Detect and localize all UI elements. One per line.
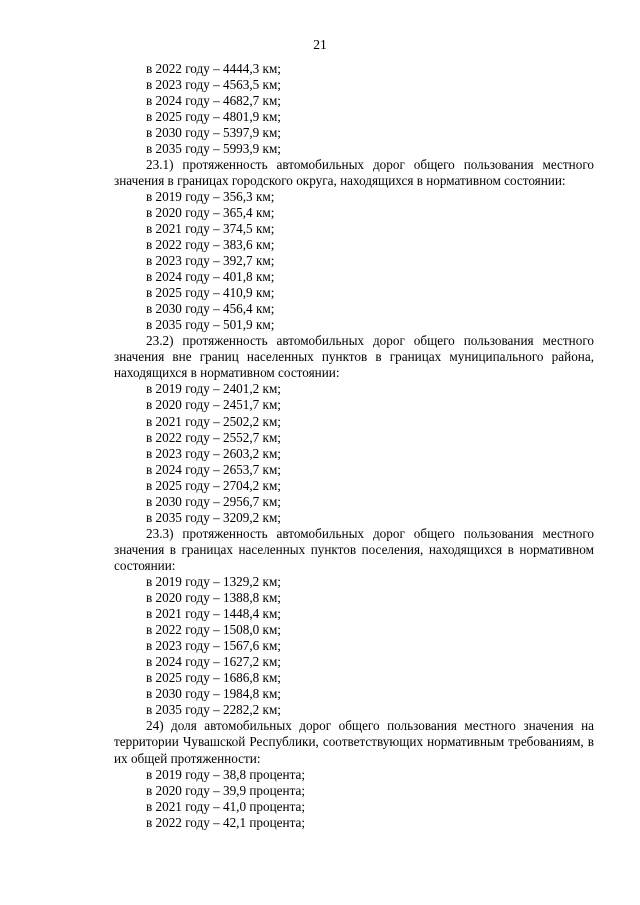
list-item: в 2023 году – 4563,5 км; xyxy=(146,76,281,92)
list-item: в 2022 году – 42,1 процента; xyxy=(146,814,306,830)
list-item: в 2020 году – 2451,7 км; xyxy=(146,397,281,413)
list-item: в 2024 году – 4682,7 км; xyxy=(146,92,281,108)
list-item: в 2023 году – 392,7 км; xyxy=(146,253,275,269)
list-item: в 2022 году – 2552,7 км; xyxy=(146,429,281,445)
list-item: в 2030 году – 1984,8 км; xyxy=(146,686,281,702)
paragraph: 23.2) протяженность автомобильных дорог общего пользования местного значения вне границ населенных пунктов в границах муниципального района, находящихся в нормативном состоянии: xyxy=(114,333,594,381)
document-body xyxy=(114,61,594,831)
list-item: в 2020 году – 39,9 процента; xyxy=(146,782,306,798)
list-item: в 2024 году – 1627,2 км; xyxy=(146,654,281,670)
list-item: в 2025 году – 2704,2 км; xyxy=(146,477,281,493)
paragraph: 24) доля автомобильных дорог общего пользования местного значения на территории Чувашской Республики, соответствующих нормативным требованиям, в их общей протяженности: xyxy=(114,718,594,766)
list-item: в 2035 году – 2282,2 км; xyxy=(146,702,281,718)
list-item: в 2035 году – 3209,2 км; xyxy=(146,509,281,525)
list-item: в 2030 году – 2956,7 км; xyxy=(146,493,281,509)
list-item: в 2035 году – 5993,9 км; xyxy=(146,140,281,156)
list-item: в 2019 году – 38,8 процента; xyxy=(146,766,306,782)
list-item: в 2021 году – 41,0 процента; xyxy=(146,798,306,814)
list-item: в 2025 году – 410,9 км; xyxy=(146,285,275,301)
list-item: в 2020 году – 365,4 км; xyxy=(146,204,275,220)
list-item: в 2023 году – 2603,2 км; xyxy=(146,445,281,461)
list-item: в 2022 году – 383,6 км; xyxy=(146,237,275,253)
page-number: 21 xyxy=(313,37,327,52)
list-item: в 2030 году – 5397,9 км; xyxy=(146,124,281,140)
list-item: в 2022 году – 4444,3 км; xyxy=(146,60,281,76)
list-item: в 2024 году – 401,8 км; xyxy=(146,269,275,285)
list-item: в 2019 году – 356,3 км; xyxy=(146,188,275,204)
list-item: в 2030 году – 456,4 км; xyxy=(146,301,275,317)
list-item: в 2035 году – 501,9 км; xyxy=(146,317,275,333)
list-item: в 2021 году – 1448,4 км; xyxy=(146,606,281,622)
list-item: в 2025 году – 1686,8 км; xyxy=(146,670,281,686)
paragraph: 23.1) протяженность автомобильных дорог общего пользования местного значения в границах городского округа, находящихся в нормативном состоянии: xyxy=(114,156,594,188)
list-item: в 2019 году – 1329,2 км; xyxy=(146,574,281,589)
list-item: в 2021 году – 374,5 км; xyxy=(146,220,275,236)
list-item: в 2024 году – 2653,7 км; xyxy=(146,461,281,477)
list-item: в 2025 году – 4801,9 км; xyxy=(146,108,281,124)
list-item: в 2023 году – 1567,6 км; xyxy=(146,638,281,654)
paragraph: 23.3) протяженность автомобильных дорог общего пользования местного значения в границах населенных пунктов поселения, находящихся в нормативном состоянии: xyxy=(114,525,594,573)
list-item: в 2020 году – 1388,8 км; xyxy=(146,590,281,606)
list-item: в 2019 году – 2401,2 км; xyxy=(146,381,281,397)
list-item: в 2021 году – 2502,2 км; xyxy=(146,413,281,429)
list-item: в 2022 году – 1508,0 км; xyxy=(146,622,281,638)
